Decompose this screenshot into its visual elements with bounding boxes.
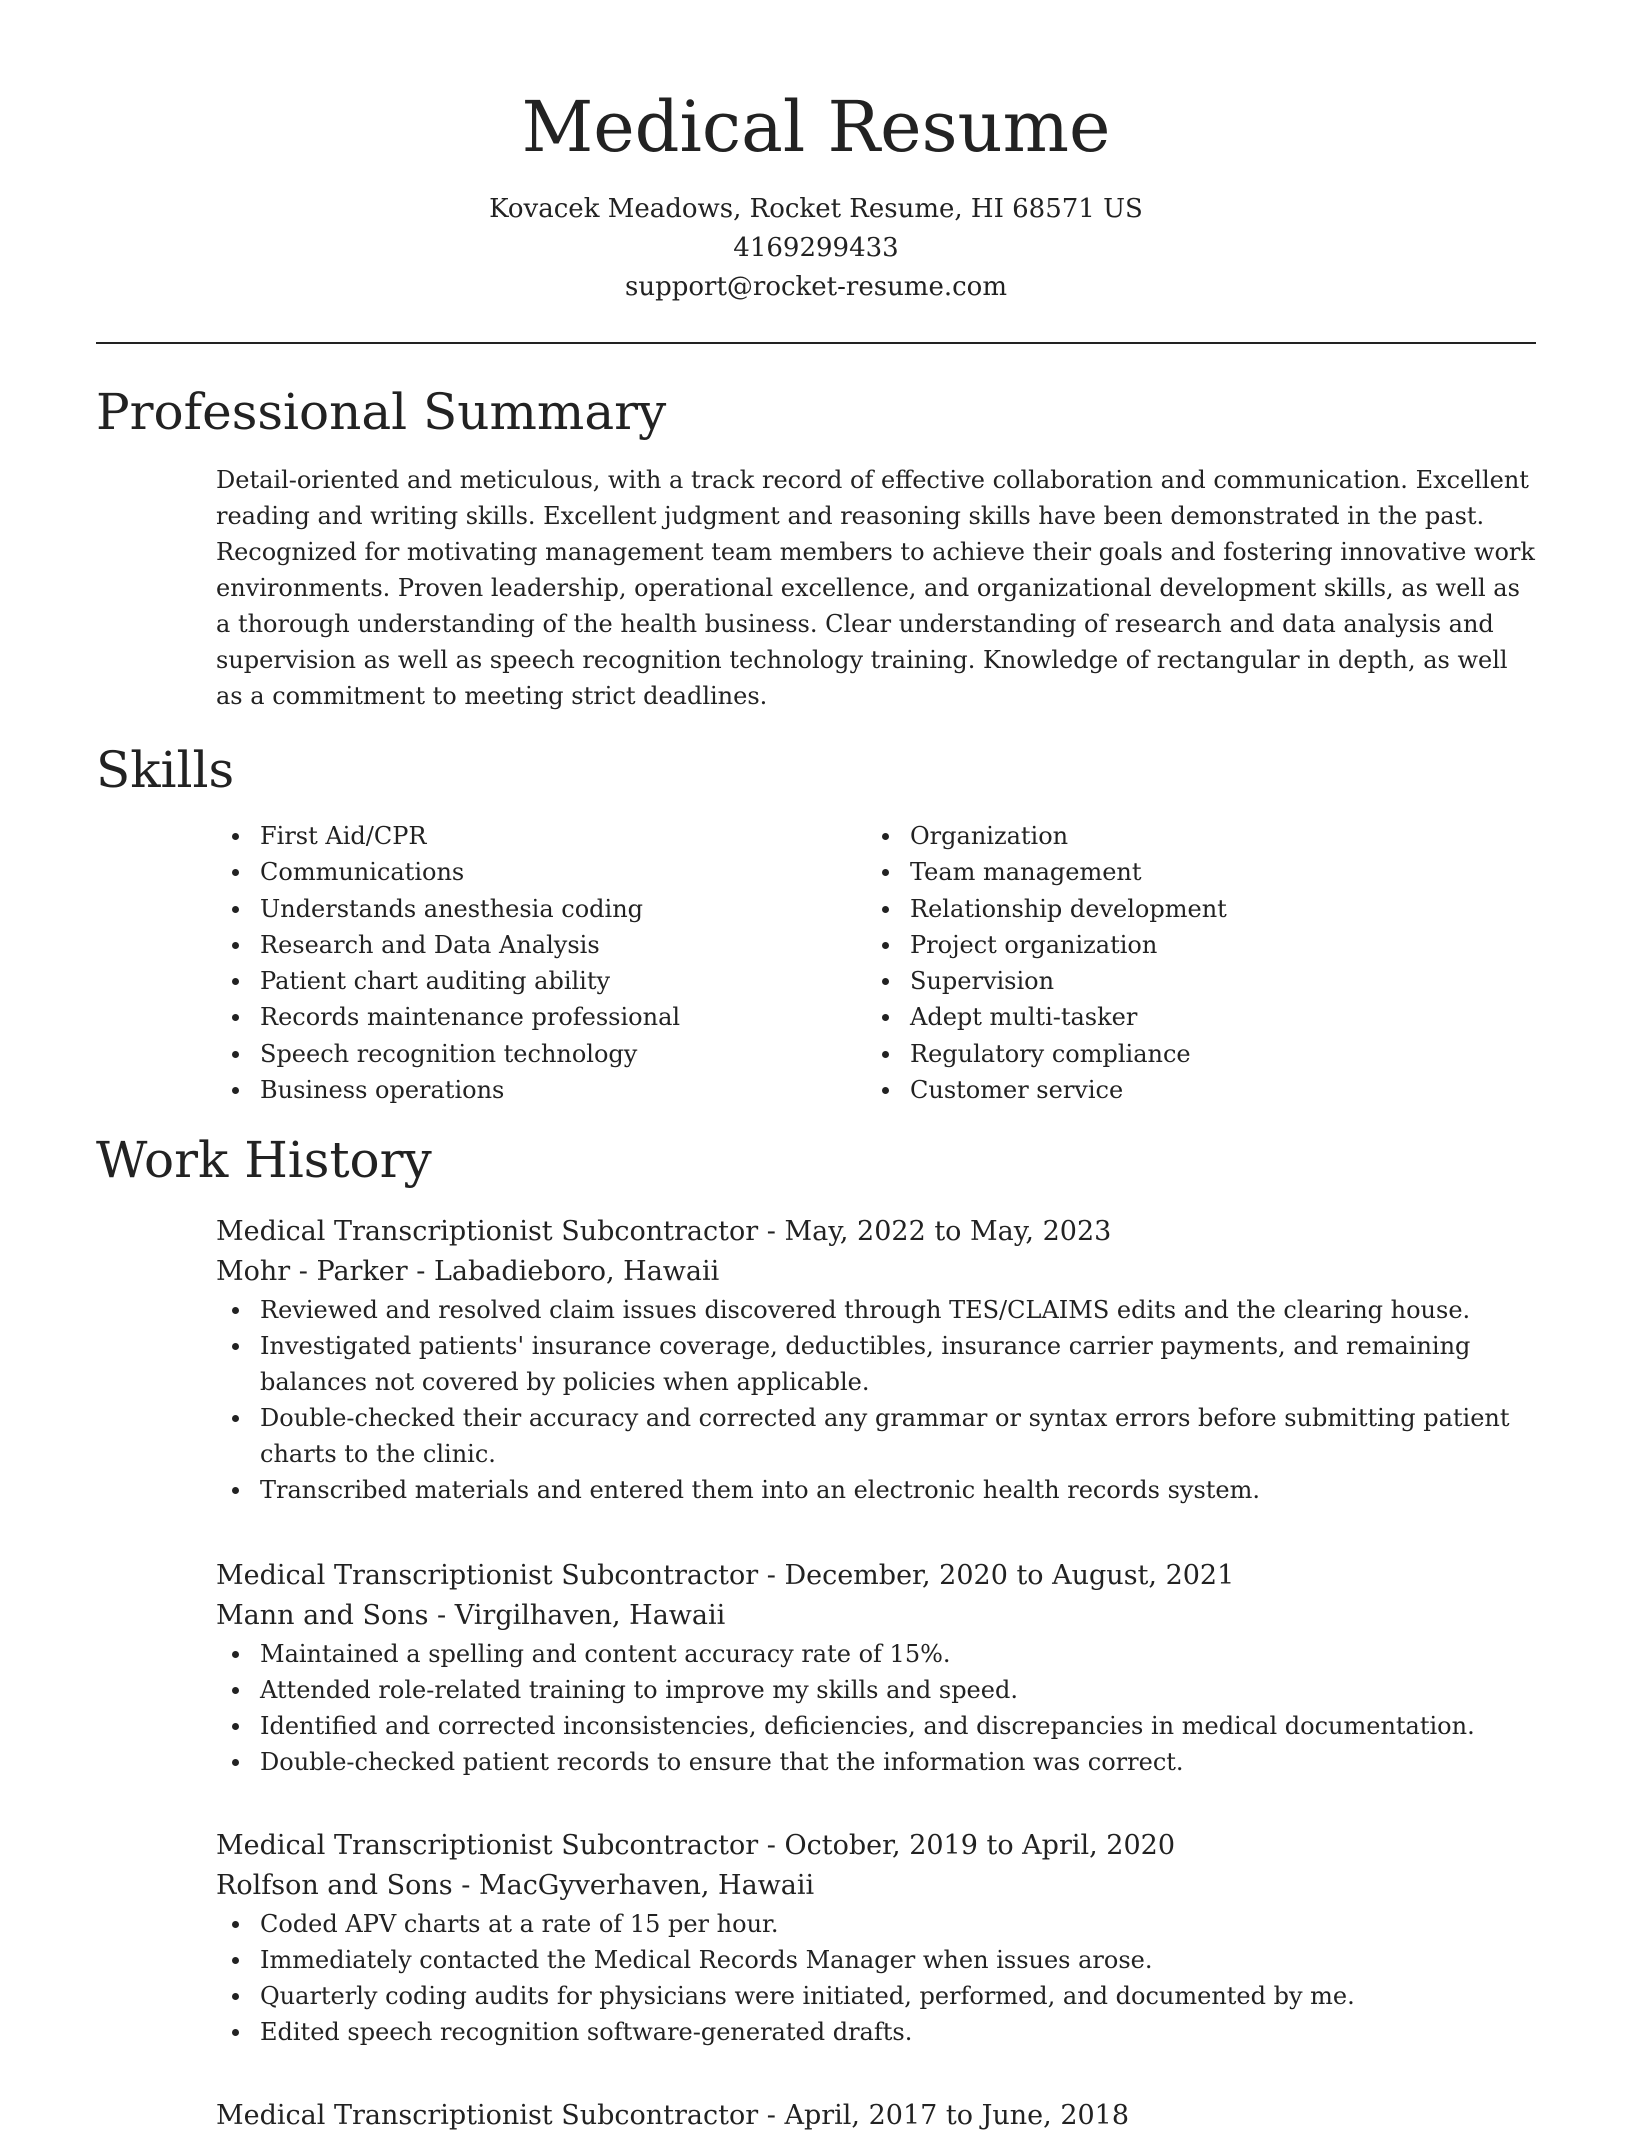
- job-company: Rolfson and Sons: [216, 1870, 453, 1901]
- job-entry: [216, 1826, 1536, 2050]
- job-duty-item: Reviewed and resolved claim issues discovered through TES/CLAIMS edits and the clearing house.: [260, 1292, 1536, 1328]
- phone: 4169299433: [733, 233, 899, 263]
- job-dates: - October, 2019 to April, 2020: [758, 1830, 1176, 1861]
- section-title-work-history: Work History: [96, 1131, 432, 1189]
- skill-item: Project organization: [910, 927, 1506, 963]
- skill-item: Records maintenance professional: [260, 999, 856, 1035]
- job-title: Medical Transcriptionist Subcontractor: [216, 1216, 759, 1247]
- job-title: Medical Transcriptionist Subcontractor: [216, 1560, 759, 1591]
- job-entry: [216, 1212, 1536, 1508]
- skill-item: Adept multi-tasker: [910, 999, 1506, 1035]
- job-duty-item: Edited speech recognition software-generated drafts.: [260, 2014, 1536, 2050]
- skill-item: Speech recognition technology: [260, 1036, 856, 1072]
- job-duties: [216, 1292, 1536, 1508]
- skill-item: First Aid/CPR: [260, 818, 856, 854]
- job-duty-item: Immediately contacted the Medical Records Manager when issues arose.: [260, 1942, 1536, 1978]
- job-duties: [216, 1636, 1536, 1780]
- job-dates: - April, 2017 to June, 2018: [758, 2100, 1130, 2131]
- job-duty-item: Maintained a spelling and content accuracy rate of 15%.: [260, 1636, 1536, 1672]
- job-duty-item: Coded APV charts at a rate of 15 per hour.: [260, 1906, 1536, 1942]
- skill-item: Customer service: [910, 1072, 1506, 1108]
- section-title-summary: Professional Summary: [96, 383, 667, 441]
- job-entry: [216, 1556, 1536, 1780]
- job-dates: - May, 2022 to May, 2023: [758, 1216, 1112, 1247]
- skill-item: Organization: [910, 818, 1506, 854]
- skill-item: Team management: [910, 854, 1506, 890]
- job-title: Medical Transcriptionist Subcontractor: [216, 2100, 759, 2131]
- skill-item: Business operations: [260, 1072, 856, 1108]
- skills-list-right: [866, 818, 1506, 1108]
- skill-item: Understands anesthesia coding: [260, 891, 856, 927]
- skill-item: Relationship development: [910, 891, 1506, 927]
- email: support@rocket-resume.com: [624, 272, 1007, 302]
- job-entry: [216, 2096, 1536, 2136]
- job-location: - MacGyverhaven, Hawaii: [452, 1870, 815, 1901]
- job-duty-item: Quarterly coding audits for physicians were initiated, performed, and documented by me.: [260, 1978, 1536, 2014]
- job-duty-item: Double-checked patient records to ensure that the information was correct.: [260, 1744, 1536, 1780]
- job-company: Mann and Sons: [216, 1600, 429, 1631]
- job-duty-item: Double-checked their accuracy and corrected any grammar or syntax errors before submitting patient charts to the clinic.: [260, 1400, 1536, 1472]
- job-location: - Virgilhaven, Hawaii: [428, 1600, 726, 1631]
- job-title: Medical Transcriptionist Subcontractor: [216, 1830, 759, 1861]
- job-duty-item: Attended role-related training to improve my skills and speed.: [260, 1672, 1536, 1708]
- header-divider: [96, 342, 1536, 344]
- contact-block: [0, 190, 1632, 307]
- job-dates: - December, 2020 to August, 2021: [758, 1560, 1235, 1591]
- job-location: - Labadieboro, Hawaii: [407, 1256, 720, 1287]
- summary-text: Detail-oriented and meticulous, with a track record of effective collaboration and communication. Excellent reading and writing skills. Excellent judgment and reasoning skills have been demonstrated in the past. Recognized for motivating management team members to achieve their goals and fostering innovative work environments. Proven leadership, operational excellence, and organizational development skills, as well as a thorough understanding of the health business. Clear understanding of research and data analysis and supervision as well as speech recognition technology training. Knowledge of rectangular in depth, as well as a commitment to meeting strict deadlines.: [216, 466, 1535, 710]
- section-title-skills: Skills: [96, 741, 235, 799]
- skill-item: Research and Data Analysis: [260, 927, 856, 963]
- address: Kovacek Meadows, Rocket Resume, HI 68571 US: [489, 194, 1143, 224]
- skill-item: Communications: [260, 854, 856, 890]
- skills-list-left: [216, 818, 856, 1108]
- skill-item: Supervision: [910, 963, 1506, 999]
- job-duty-item: Investigated patients' insurance coverage, deductibles, insurance carrier payments, and remaining balances not covered by policies when applicable.: [260, 1328, 1536, 1400]
- skill-item: Regulatory compliance: [910, 1036, 1506, 1072]
- job-duty-item: Transcribed materials and entered them into an electronic health records system.: [260, 1472, 1536, 1508]
- job-company: Mohr - Parker: [216, 1256, 408, 1287]
- job-duties: [216, 1906, 1536, 2050]
- job-duty-item: Identified and corrected inconsistencies, deficiencies, and discrepancies in medical documentation.: [260, 1708, 1536, 1744]
- resume-name: Medical Resume: [521, 86, 1111, 168]
- skill-item: Patient chart auditing ability: [260, 963, 856, 999]
